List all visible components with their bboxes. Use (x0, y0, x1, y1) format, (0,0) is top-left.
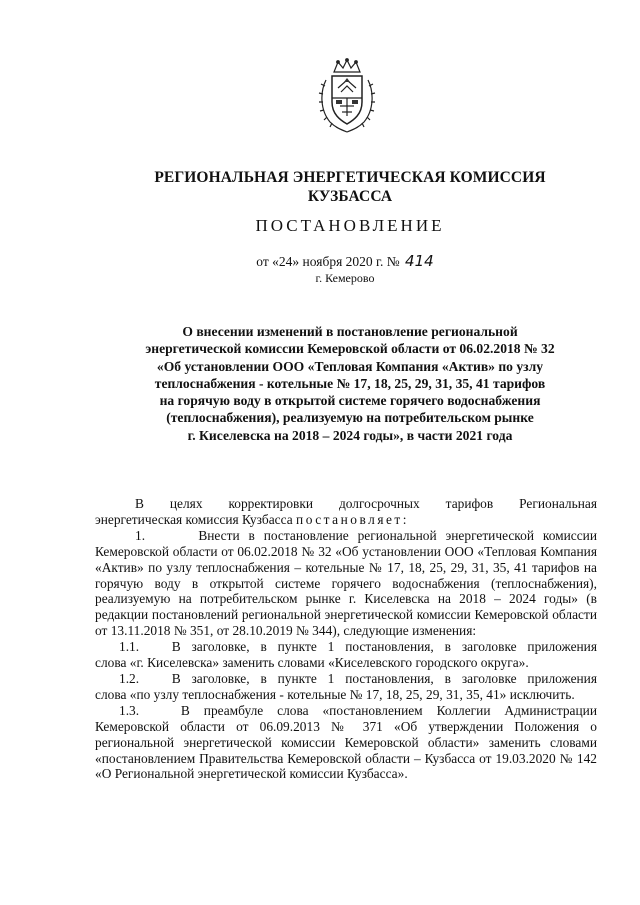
document-number: 414 (405, 252, 434, 270)
item-1-3-first-text: В преамбуле слова «постановлением Коллегии Администрации (180, 702, 597, 718)
item-1-first-line (95, 528, 597, 544)
subject-line: теплоснабжения - котельные № 17, 18, 25, 29, 31, 35, 41 тарифов (154, 375, 546, 391)
subject-line: г. Киселевска на 2018 – 2024 годы», в части 2021 года (187, 427, 513, 443)
document-subject (95, 323, 605, 444)
document-type: ПОСТАНОВЛЕНИЕ (255, 216, 445, 235)
subject-line: энергетической комиссии Кемеровской области от 06.02.2018 № 32 (145, 341, 555, 357)
item-1-1-number: 1.1. (119, 639, 140, 655)
preamble-decree-word: постановляет: (296, 511, 409, 527)
subject-line: О внесении изменений в постановление региональной (182, 324, 518, 339)
item-1-2-text: слова «по узлу теплоснабжения - котельные № 17, 18, 25, 29, 31, 35, 41» исключить. (95, 686, 575, 702)
preamble-line-1: В целях корректировки долгосрочных тарифов Региональная (135, 496, 597, 511)
item-1-1-text: слова «г. Киселевска» заменить словами «Киселевского городского округа». (95, 655, 529, 671)
subject-line: (теплоснабжения), реализуемую на потребительском рынке (166, 410, 534, 426)
item-1-1-first-line (95, 639, 597, 655)
item-1-3-first-line (95, 703, 597, 719)
subject-line: на горячую воду в открытой системе горячего водоснабжения (159, 393, 541, 409)
item-1-number: 1. (135, 527, 146, 543)
item-1-3-number: 1.3. (119, 702, 140, 718)
coat-of-arms-emblem (316, 58, 378, 136)
organization-line-2: КУЗБАССА (307, 188, 393, 205)
item-1-text: Кемеровской области от 06.02.2018 № 32 «Об установлении ООО «Тепловая Компания «Актив» по узлу теплоснабжения – котельные № 17, 18, 25, 29, 31, 35, 41 тарифов на горячую воду в открытой системе горячего водоснабжения (теплоснабжения), реализуемую на потребительском рынке г. Киселевска на 2018 – 2024 годы» (в редакции постановлений региональной энергетической комиссии Кемеровской области от 13.11.2018 № 351, от 28.10.2019 № 344), следующие изменения: (95, 543, 597, 639)
organization-name (90, 168, 610, 206)
document-date: от «24» ноября 2020 г. № (256, 254, 400, 269)
document-body (95, 496, 597, 782)
document-date-line (160, 252, 530, 270)
document-city: г. Кемерово (315, 271, 375, 285)
subject-line: «Об установлении ООО «Тепловая Компания «Актив» по узлу (156, 358, 544, 374)
item-1-1-first-text: В заголовке, в пункте 1 постановления, в заголовке приложения (171, 639, 598, 655)
item-1-first-text: Внести в постановление региональной энергетической комиссии (198, 527, 597, 543)
item-1-2-number: 1.2. (119, 670, 140, 686)
preamble-paragraph (95, 496, 597, 512)
item-1-2-first-line (95, 671, 597, 687)
preamble-line-2: энергетическая комиссия Кузбасса (95, 511, 293, 527)
organization-line-1: РЕГИОНАЛЬНАЯ ЭНЕРГЕТИЧЕСКАЯ КОМИССИЯ (154, 169, 546, 186)
item-1-3-text: Кемеровской области от 06.09.2013 № 371 «Об утверждении Положения о региональной энергетической комиссии Кемеровской области» заменить словами «постановлением Правительства Кемеровской области – Кузбасса от 19.03.2020 № 142 «О Региональной энергетической комиссии Кузбасса». (95, 718, 597, 782)
preamble-paragraph-end (95, 512, 597, 528)
item-1-2-first-text: В заголовке, в пункте 1 постановления, в заголовке приложения (171, 670, 598, 686)
